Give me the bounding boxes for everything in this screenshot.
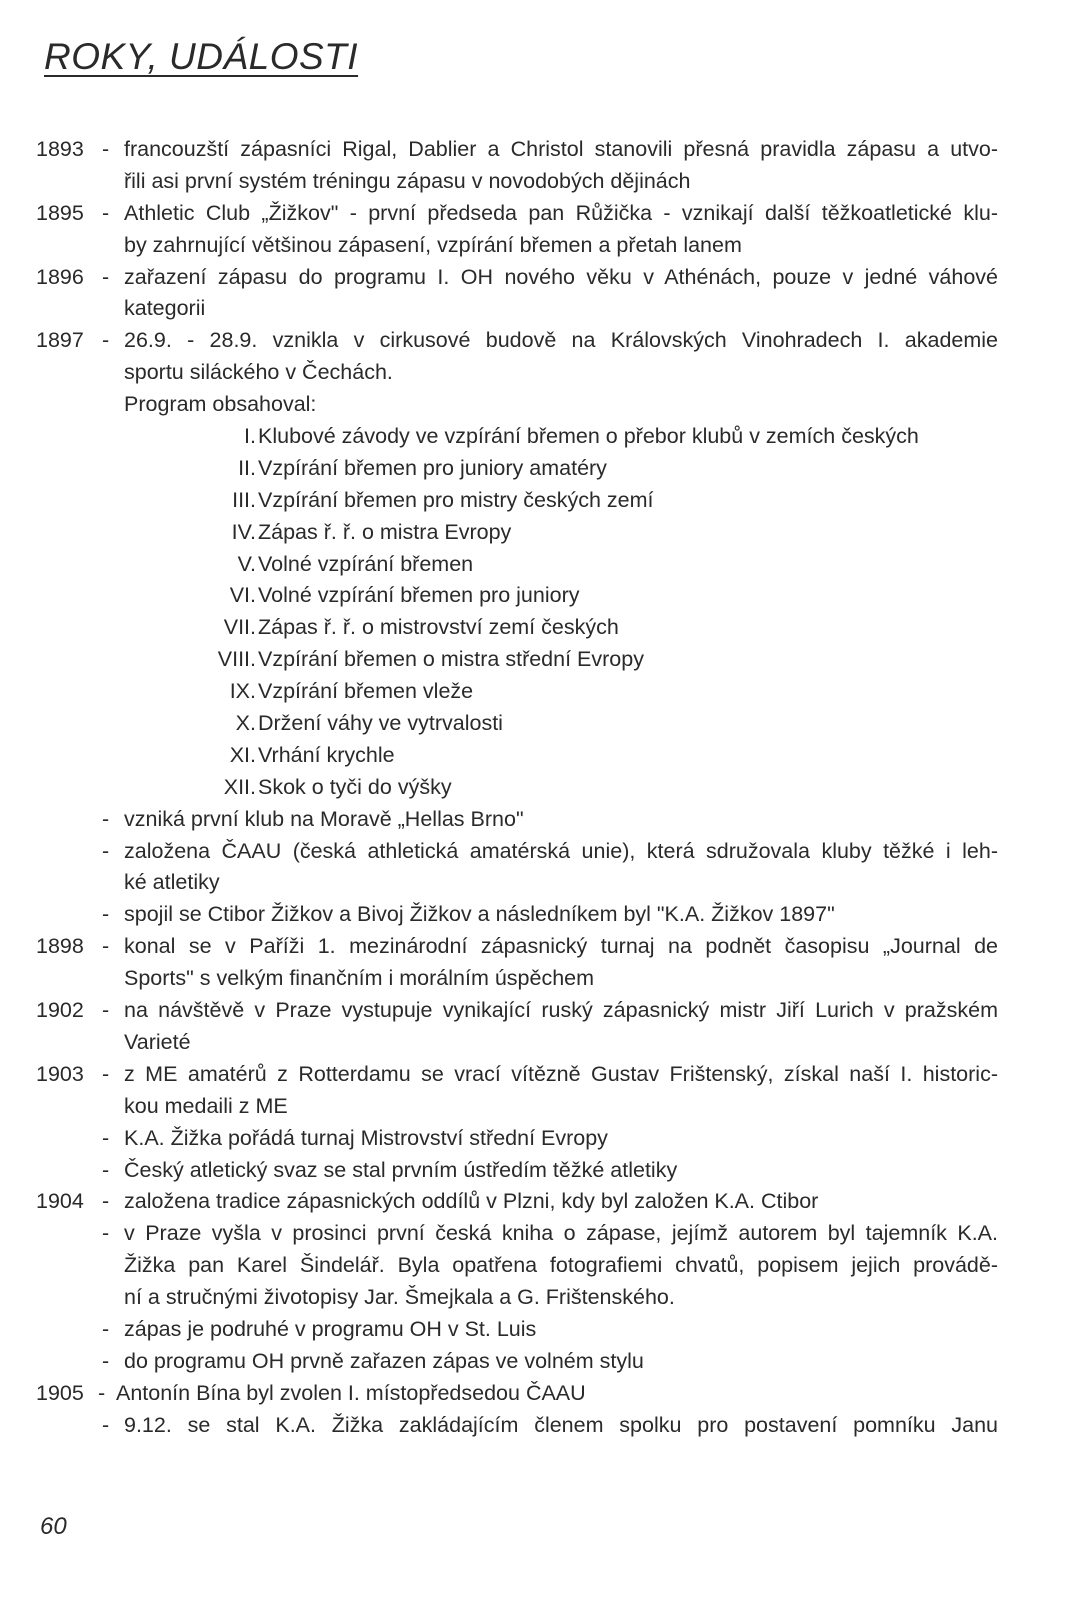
entry-dash: -: [102, 806, 110, 831]
program-item-text: Vzpírání břemen pro mistry českých zemí: [258, 487, 654, 512]
entry-text: Athletic Club „Žižkov" - první předseda pan Růžička - vznikají další těžkoatletické klu-: [124, 200, 998, 225]
entry-text: založena ČAAU (česká athletická amatérská unie), která sdružovala kluby těžké i leh-: [124, 838, 998, 863]
year-entry: [36, 134, 998, 166]
entry-dash: -: [102, 902, 110, 927]
program-item: [36, 708, 998, 740]
year-entry: [36, 262, 998, 294]
program-item-text: Zápas ř. ř. o mistra Evropy: [258, 519, 512, 544]
entry-dash: -: [102, 1157, 110, 1182]
year-entry: [36, 1059, 998, 1091]
entry-line: [36, 867, 998, 899]
entry-dash: -: [102, 998, 110, 1023]
page-number: 60: [40, 1513, 67, 1540]
entry-dash: -: [102, 1221, 110, 1246]
entry-dash: -: [102, 1189, 110, 1214]
entry-line: [36, 1091, 998, 1123]
entry-text: 9.12. se stal K.A. Žižka zakládajícím členem spolku pro postavení pomníku Janu: [124, 1412, 998, 1437]
entry-dash: -: [98, 1380, 106, 1405]
program-item-number: VIII.: [217, 647, 256, 672]
entry-line: [36, 230, 998, 262]
page-heading: ROKY, UDÁLOSTI: [44, 36, 359, 77]
program-item-number: V.: [237, 551, 256, 576]
entry-line: [36, 1123, 998, 1155]
entry-year: 1895: [36, 200, 84, 225]
program-item-number: VII.: [223, 615, 256, 640]
entry-text: do programu OH prvně zařazen zápas ve volném stylu: [124, 1348, 644, 1373]
entry-text: Český atletický svaz se stal prvním ústředím těžké atletiky: [124, 1157, 678, 1182]
entry-year: 1903: [36, 1061, 84, 1086]
entry-text: K.A. Žižka pořádá turnaj Mistrovství střední Evropy: [124, 1125, 608, 1150]
program-item-text: Vrhání krychle: [258, 742, 395, 767]
entry-text: francouzští zápasníci Rigal, Dablier a Christol stanovili přesná pravidla zápasu a utvo-: [124, 137, 998, 161]
program-item-text: Vzpírání břemen pro juniory amatéry: [258, 455, 607, 480]
program-item-text: Klubové závody ve vzpírání břemen o přebor klubů v zemích českých: [258, 424, 919, 449]
entry-year: 1905: [36, 1380, 84, 1405]
year-entry: [36, 198, 998, 230]
entry-line: [36, 357, 998, 389]
entry-line: [36, 1250, 998, 1282]
program-item-text: Volné vzpírání břemen: [258, 551, 474, 576]
entry-line: [36, 1346, 998, 1378]
entry-dash: -: [102, 328, 110, 353]
program-list: [36, 421, 998, 804]
entry-line: [36, 1218, 998, 1250]
year-entry: [36, 995, 998, 1027]
program-item-text: Volné vzpírání břemen pro juniory: [258, 583, 580, 608]
program-item: [36, 644, 998, 676]
program-item-number: IV.: [231, 519, 256, 544]
program-item: [36, 740, 998, 772]
program-item-text: Vzpírání břemen o mistra střední Evropy: [258, 647, 644, 672]
program-item-number: VI.: [229, 583, 256, 608]
entry-text: konal se v Paříži 1. mezinárodní zápasnický turnaj na podnět časopisu „Journal de: [124, 934, 998, 959]
entry-line: [36, 1282, 998, 1314]
entry-dash: -: [102, 838, 110, 863]
program-item-number: X.: [235, 711, 256, 736]
program-item-number: XII.: [223, 774, 256, 799]
entry-year: 1893: [36, 137, 84, 161]
program-item: [36, 612, 998, 644]
entry-text: vzniká první klub na Moravě „Hellas Brno": [124, 806, 524, 831]
entry-text: by zahrnující většinou zápasení, vzpírání břemen a přetah lanem: [124, 232, 742, 257]
entry-text: Varieté: [124, 1029, 191, 1054]
entry-text: sportu siláckého v Čechách.: [124, 360, 393, 385]
entry-text: v Praze vyšla v prosinci první česká kniha o zápase, jejímž autorem byl tajemník K.A.: [124, 1221, 998, 1246]
program-item-number: II.: [238, 455, 256, 480]
program-item-text: Držení váhy ve vytrvalosti: [258, 711, 503, 736]
program-item: [36, 549, 998, 581]
entry-line: [36, 389, 998, 421]
entry-line: [36, 1314, 998, 1346]
year-entry: [36, 931, 998, 963]
entry-line: [36, 1027, 998, 1059]
entry-text: ní a stručnými životopisy Jar. Šmejkala a G. Frištenského.: [124, 1285, 675, 1310]
entry-line: [36, 293, 998, 325]
entry-text: na návštěvě v Praze vystupuje vynikající ruský zápasnický mistr Jiří Lurich v pražském: [124, 998, 998, 1023]
entry-text: Antonín Bína byl zvolen I. místopředsedou ČAAU: [116, 1380, 586, 1405]
entry-text: Sports" s velkým finančním i morálním úspěchem: [124, 966, 595, 991]
entry-text: spojil se Ctibor Žižkov a Bivoj Žižkov a následníkem byl "K.A. Žižkov 1897": [124, 902, 835, 927]
entry-dash: -: [102, 1348, 110, 1373]
entry-year: 1904: [36, 1189, 84, 1214]
year-entry: [36, 1186, 998, 1218]
entry-line: [36, 899, 998, 931]
year-entry: [36, 325, 998, 357]
entry-dash: -: [102, 264, 110, 289]
entry-dash: -: [102, 1316, 110, 1341]
entry-text: založena tradice zápasnických oddílů v Plzni, kdy byl založen K.A. Ctibor: [124, 1189, 819, 1214]
program-item-text: Vzpírání břemen vleže: [258, 679, 474, 704]
program-item: [36, 580, 998, 612]
program-item-number: IX.: [229, 679, 256, 704]
program-item-number: XI.: [229, 742, 256, 767]
entry-text: ké atletiky: [124, 870, 220, 895]
entry-text: z ME amatérů z Rotterdamu se vrací vítězně Gustav Frištenský, získal naší I. historic-: [124, 1061, 998, 1086]
entry-year: 1902: [36, 998, 84, 1023]
entry-text: zařazení zápasu do programu I. OH nového věku v Athénách, pouze v jedné váhové: [124, 264, 998, 289]
entry-year: 1897: [36, 328, 84, 353]
entry-text: kou medaili z ME: [124, 1093, 288, 1118]
entry-text: 26.9. - 28.9. vznikla v cirkusové budově na Královských Vinohradech I. akademie: [124, 328, 998, 353]
entry-dash: -: [102, 200, 110, 225]
entry-line: [36, 1410, 998, 1442]
entry-year: 1898: [36, 934, 84, 959]
entry-dash: -: [102, 934, 110, 959]
program-item: [36, 772, 998, 804]
entry-dash: -: [102, 1125, 110, 1150]
entry-dash: -: [102, 137, 110, 161]
program-item: [36, 453, 998, 485]
program-item: [36, 421, 998, 453]
entry-text: Žižka pan Karel Šindelář. Byla opatřena fotografiemi chvatů, popisem jejich provádě-: [124, 1253, 998, 1278]
program-item: [36, 485, 998, 517]
entry-text: Program obsahoval:: [124, 392, 317, 417]
entry-year: 1896: [36, 264, 84, 289]
program-item-number: III.: [232, 487, 256, 512]
entry-dash: -: [102, 1061, 110, 1086]
entry-dash: -: [102, 1412, 110, 1437]
chronology-list: [36, 134, 998, 1442]
program-item: [36, 517, 998, 549]
entry-line: [36, 836, 998, 868]
program-item-text: Skok o tyči do výšky: [258, 774, 452, 799]
entry-line: [36, 804, 998, 836]
entry-line: [36, 1155, 998, 1187]
entry-text: řili asi první systém tréningu zápasu v novodobých dějinách: [124, 168, 691, 193]
entry-line: [36, 166, 998, 198]
entry-line: [36, 963, 998, 995]
program-item: [36, 676, 998, 708]
entry-text: zápas je podruhé v programu OH v St. Luis: [124, 1316, 537, 1341]
program-item-number: I.: [244, 424, 256, 449]
program-item-text: Zápas ř. ř. o mistrovství zemí českých: [258, 615, 619, 640]
year-entry: [36, 1378, 998, 1410]
entry-text: kategorii: [124, 296, 206, 321]
